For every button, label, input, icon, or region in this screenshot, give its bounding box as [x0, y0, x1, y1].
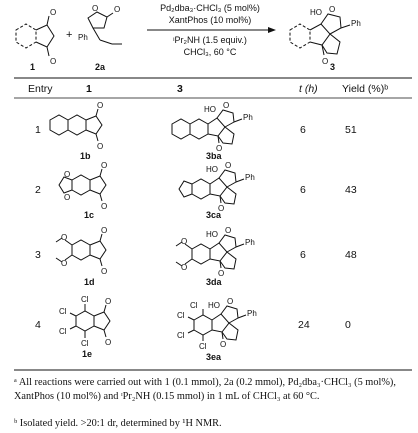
substrate-label: 1c	[84, 210, 95, 220]
table-header	[28, 83, 388, 95]
product-label: 3ca	[206, 210, 222, 220]
reaction-time: 6	[300, 124, 306, 136]
methoxy-o-label: O	[181, 237, 188, 246]
product-label: 3da	[206, 277, 222, 287]
condition-catalyst: Pd₂dba₃·CHCl₃ (5 mol%)	[160, 3, 260, 13]
product-label: 3ba	[206, 151, 222, 161]
header-yield: Yield (%)ᵇ	[342, 83, 389, 95]
carbonyl-o-label: O	[101, 161, 108, 170]
substrate-label: 1d	[84, 277, 95, 287]
product-3da-structure	[176, 226, 255, 278]
hydroxyl-label: HO	[310, 8, 322, 17]
chloro-label: Cl	[177, 311, 185, 320]
methoxy-o-label: O	[181, 263, 188, 272]
yield-value: 43	[345, 184, 357, 196]
carbonyl-o-label: O	[218, 204, 225, 213]
entry-number: 1	[35, 124, 41, 136]
carbonyl-o-label: O	[114, 5, 121, 14]
yield-value: 0	[345, 319, 351, 331]
table-row	[35, 161, 357, 220]
ring-o-label: O	[225, 161, 232, 170]
phenyl-label: Ph	[351, 19, 361, 28]
reaction-scheme	[16, 3, 361, 72]
yield-value: 51	[345, 124, 357, 136]
table-row	[35, 295, 351, 362]
header-time: t (h)	[299, 83, 318, 95]
phenyl-label: Ph	[243, 113, 253, 122]
carbonyl-o-label: O	[105, 338, 112, 347]
carbonyl-o-label: O	[220, 340, 227, 349]
reaction-time: 6	[300, 249, 306, 261]
substrate-1e-structure	[59, 295, 111, 348]
chloro-label: Cl	[59, 307, 67, 316]
ring-o-label: O	[223, 101, 230, 110]
reactant-2a-structure	[78, 4, 122, 44]
substrate-1b-structure	[50, 101, 103, 151]
product-3ea-structure	[177, 297, 257, 351]
methoxy-o-label: O	[61, 233, 68, 242]
carbonyl-o-label: O	[218, 269, 225, 278]
condition-base: ᶦPr₂NH (1.5 equiv.)	[173, 35, 247, 45]
carbonyl-o-label: O	[101, 267, 108, 276]
footnote-a: ᵃ All reactions were carried out with 1 (0.1 mmol), 2a (0.2 mmol), Pd₂dba₃·CHCl₃ (5 mol%), XantPhos (10 mol%) and ᶦPr₂NH (0.15 mmol) in 1 mL of CHCl₃ at 60 °C.	[14, 377, 396, 402]
substrate-label: 1b	[80, 151, 91, 161]
header-product: 3	[177, 83, 183, 95]
chloro-label: Cl	[81, 295, 89, 304]
reactant-1-label: 1	[30, 62, 36, 72]
entry-number: 3	[35, 249, 41, 261]
hydroxyl-label: HO	[206, 165, 218, 174]
carbonyl-o-label: O	[101, 226, 108, 235]
ring-o-label: O	[92, 4, 99, 13]
phenyl-label: Ph	[247, 309, 257, 318]
substrate-1d-structure	[56, 226, 107, 276]
plus-sign: +	[66, 29, 73, 41]
methoxy-o-label: O	[61, 259, 68, 268]
ring-o-label: O	[329, 5, 336, 14]
dioxole-o-label: O	[64, 170, 71, 179]
header-substrate: 1	[86, 83, 92, 95]
carbonyl-o-label: O	[50, 8, 57, 17]
phenyl-label: Ph	[245, 173, 255, 182]
substrate-label: 1e	[82, 349, 93, 359]
carbonyl-o-label: O	[216, 144, 223, 153]
chloro-label: Cl	[59, 327, 67, 336]
chloro-label: Cl	[81, 339, 89, 348]
carbonyl-o-label: O	[50, 57, 57, 66]
chloro-label: Cl	[199, 342, 207, 351]
substrate-1c-structure	[59, 161, 107, 211]
dioxole-o-label: O	[64, 193, 71, 202]
phenyl-label: Ph	[78, 33, 88, 42]
header-entry: Entry	[28, 83, 53, 95]
carbonyl-o-label: O	[105, 297, 112, 306]
reactant-2a-label: 2a	[95, 62, 106, 72]
footnote-b: ᵇ Isolated yield. >20:1 dr, determined by ¹H NMR.	[14, 418, 222, 429]
yield-value: 48	[345, 249, 357, 261]
table-row	[35, 226, 357, 287]
hydroxyl-label: HO	[208, 301, 220, 310]
carbonyl-o-label: O	[97, 101, 104, 110]
condition-ligand: XantPhos (10 mol%)	[168, 15, 252, 25]
product-3-structure	[290, 5, 361, 66]
table-row	[35, 101, 357, 161]
ring-o-label: O	[227, 297, 234, 306]
entry-number: 2	[35, 184, 41, 196]
hydroxyl-label: HO	[204, 105, 216, 114]
chloro-label: Cl	[177, 331, 185, 340]
product-3ba-structure	[172, 101, 253, 153]
arrow-head	[268, 27, 276, 33]
reactant-1-structure	[16, 8, 56, 66]
product-3-label: 3	[330, 62, 336, 72]
phenyl-label: Ph	[245, 238, 255, 247]
entry-number: 4	[35, 319, 41, 331]
product-label: 3ea	[206, 352, 222, 362]
product-3ca-structure	[179, 161, 255, 213]
ring-o-label: O	[225, 226, 232, 235]
hydroxyl-label: HO	[206, 230, 218, 239]
carbonyl-o-label: O	[322, 57, 329, 66]
carbonyl-o-label: O	[101, 202, 108, 211]
chloro-label: Cl	[190, 301, 198, 310]
reaction-time: 6	[300, 184, 306, 196]
reaction-time: 24	[298, 319, 310, 331]
condition-solvent-temp: CHCl₃, 60 °C	[183, 47, 237, 57]
carbonyl-o-label: O	[97, 142, 104, 151]
